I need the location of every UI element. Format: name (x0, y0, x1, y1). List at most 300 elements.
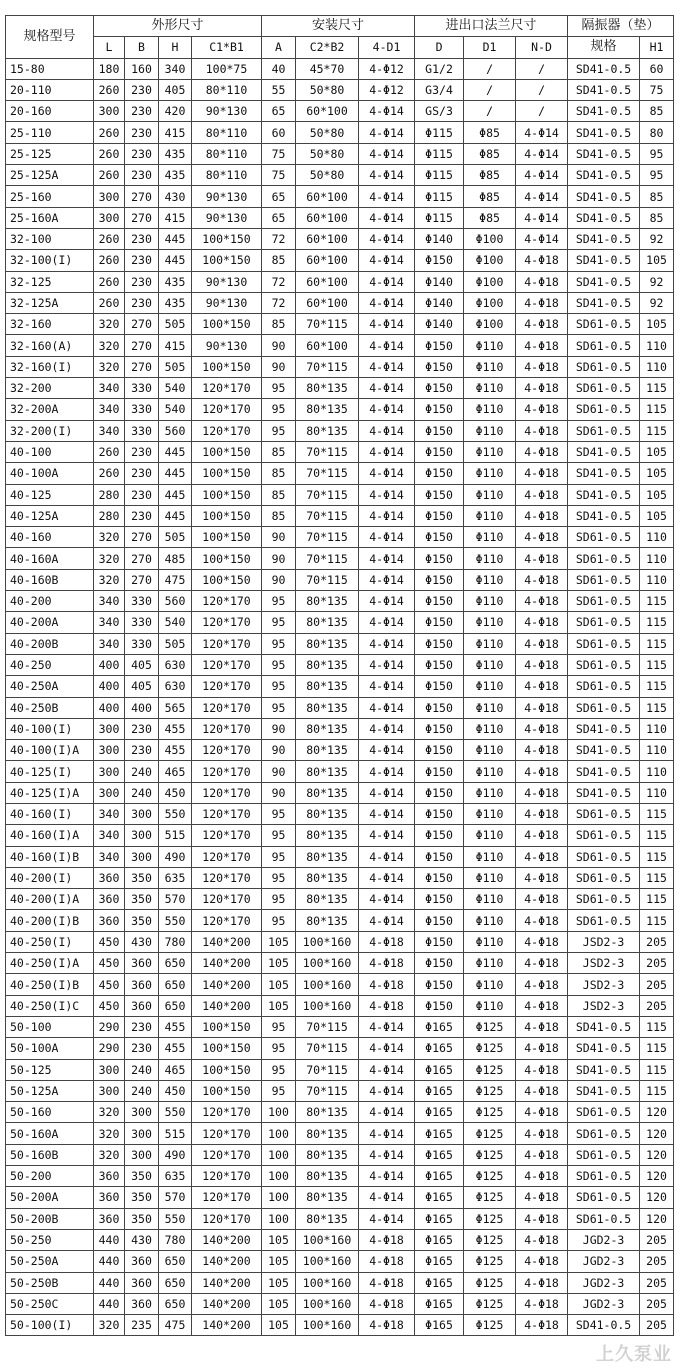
table-cell: 100*150 (192, 441, 262, 462)
table-cell: 330 (125, 612, 159, 633)
table-cell: Φ150 (415, 356, 464, 377)
table-row (6, 1208, 674, 1229)
table-body (6, 58, 674, 1336)
table-cell: Φ150 (415, 931, 464, 952)
table-cell: 240 (125, 782, 159, 803)
table-cell: Φ150 (415, 718, 464, 739)
table-cell: 95 (262, 654, 296, 675)
table-row (6, 1123, 674, 1144)
table-row (6, 271, 674, 292)
table-cell: 90 (262, 718, 296, 739)
table-cell: 85 (640, 207, 674, 228)
table-cell: 60*100 (296, 207, 359, 228)
table-cell: 100 (262, 1123, 296, 1144)
table-cell: Φ150 (415, 910, 464, 931)
table-cell: 120*170 (192, 676, 262, 697)
table-cell: 450 (94, 953, 125, 974)
table-cell: 270 (125, 186, 159, 207)
table-cell: 440 (94, 1272, 125, 1293)
table-cell: Φ115 (415, 207, 464, 228)
table-cell: 140*200 (192, 953, 262, 974)
table-cell: 4-Φ14 (359, 527, 415, 548)
table-cell: 120*170 (192, 399, 262, 420)
table-cell: Φ165 (415, 1187, 464, 1208)
col-header: C2*B2 (296, 37, 359, 58)
table-cell: Φ85 (464, 143, 516, 164)
model-cell: 40-250B (6, 697, 94, 718)
table-cell: Φ150 (415, 527, 464, 548)
table-cell: 435 (159, 292, 192, 313)
table-cell: SD61-0.5 (568, 1208, 640, 1229)
model-cell: 50-250 (6, 1229, 94, 1250)
table-cell: JGD2-3 (568, 1251, 640, 1272)
table-cell: 550 (159, 1208, 192, 1229)
table-cell: 560 (159, 420, 192, 441)
table-cell: 360 (125, 974, 159, 995)
table-cell: Φ140 (415, 271, 464, 292)
table-cell: 4-Φ14 (359, 782, 415, 803)
table-cell: 4-Φ18 (516, 825, 568, 846)
table-cell: 230 (125, 271, 159, 292)
model-cell: 40-250(I)A (6, 953, 94, 974)
table-cell: 100*150 (192, 527, 262, 548)
table-cell: 4-Φ18 (516, 356, 568, 377)
table-cell: 115 (640, 846, 674, 867)
table-row (6, 505, 674, 526)
table-cell: 330 (125, 378, 159, 399)
table-cell: 115 (640, 825, 674, 846)
table-cell: 115 (640, 378, 674, 399)
table-cell: 4-Φ18 (516, 1166, 568, 1187)
table-cell: 4-Φ14 (359, 186, 415, 207)
table-cell: SD41-0.5 (568, 1315, 640, 1336)
table-cell: 4-Φ18 (516, 1272, 568, 1293)
table-row (6, 676, 674, 697)
model-cell: 32-200 (6, 378, 94, 399)
table-cell: 95 (262, 420, 296, 441)
table-cell: 4-Φ14 (516, 122, 568, 143)
table-cell: 4-Φ14 (359, 1208, 415, 1229)
model-cell: 32-160(I) (6, 356, 94, 377)
model-cell: 40-100 (6, 441, 94, 462)
table-cell: 350 (125, 867, 159, 888)
table-cell: Φ150 (415, 782, 464, 803)
table-cell: 120*170 (192, 612, 262, 633)
table-cell: 100*160 (296, 953, 359, 974)
table-cell: 4-Φ18 (516, 335, 568, 356)
table-cell: 330 (125, 591, 159, 612)
table-cell: SD61-0.5 (568, 420, 640, 441)
table-cell: 260 (94, 441, 125, 462)
table-cell: 780 (159, 931, 192, 952)
table-cell: Φ125 (464, 1016, 516, 1037)
table-cell: 430 (125, 1229, 159, 1250)
table-cell: 120*170 (192, 1144, 262, 1165)
table-cell: 90 (262, 740, 296, 761)
outline-size-header: 外形尺寸 (94, 16, 262, 37)
table-cell: 490 (159, 846, 192, 867)
table-cell: 100*150 (192, 484, 262, 505)
table-cell: 140*200 (192, 1293, 262, 1314)
table-cell: 240 (125, 761, 159, 782)
watermark-logo: 上久泵业 (596, 1344, 672, 1365)
table-cell: 300 (125, 1123, 159, 1144)
table-cell: 455 (159, 1016, 192, 1037)
table-cell: 270 (125, 527, 159, 548)
table-cell: G3/4 (415, 79, 464, 100)
table-cell: 230 (125, 79, 159, 100)
table-cell: 350 (125, 1166, 159, 1187)
table-cell: 80*135 (296, 910, 359, 931)
table-cell: 4-Φ18 (516, 761, 568, 782)
table-cell: 430 (159, 186, 192, 207)
model-cell: 32-125 (6, 271, 94, 292)
table-cell: 4-Φ14 (359, 761, 415, 782)
col-header: 4-D1 (359, 37, 415, 58)
table-cell: 90 (262, 335, 296, 356)
table-cell: SD61-0.5 (568, 633, 640, 654)
table-cell: Φ150 (415, 740, 464, 761)
table-cell: 300 (125, 803, 159, 824)
table-cell: Φ115 (415, 143, 464, 164)
table-cell: 115 (640, 1038, 674, 1059)
table-cell: 4-Φ18 (516, 1102, 568, 1123)
table-row (6, 825, 674, 846)
table-cell: 120*170 (192, 1208, 262, 1229)
table-cell: 4-Φ14 (359, 803, 415, 824)
table-cell: 100 (262, 1187, 296, 1208)
table-cell: Φ125 (464, 1059, 516, 1080)
table-cell: 115 (640, 867, 674, 888)
table-cell: Φ140 (415, 314, 464, 335)
table-cell: 515 (159, 825, 192, 846)
table-cell: 270 (125, 548, 159, 569)
table-cell: 90 (262, 761, 296, 782)
model-cell: 40-160(I) (6, 803, 94, 824)
table-cell: 80*135 (296, 633, 359, 654)
table-cell: 100*150 (192, 569, 262, 590)
table-cell: 120*170 (192, 1123, 262, 1144)
table-cell: 4-Φ14 (516, 228, 568, 249)
table-cell: Φ125 (464, 1038, 516, 1059)
table-cell: 330 (125, 633, 159, 654)
table-cell: 105 (262, 995, 296, 1016)
table-cell: 100*150 (192, 250, 262, 271)
table-cell: 290 (94, 1016, 125, 1037)
table-cell: 235 (125, 1315, 159, 1336)
table-cell: 4-Φ18 (516, 1251, 568, 1272)
table-cell: Φ150 (415, 335, 464, 356)
table-cell: JGD2-3 (568, 1293, 640, 1314)
model-cell: 40-100A (6, 463, 94, 484)
table-cell: 105 (262, 1293, 296, 1314)
table-cell: Φ110 (464, 569, 516, 590)
table-cell: SD61-0.5 (568, 612, 640, 633)
model-cell: 25-125A (6, 165, 94, 186)
table-cell: 340 (94, 612, 125, 633)
table-cell: SD41-0.5 (568, 761, 640, 782)
table-cell: 260 (94, 79, 125, 100)
table-cell: 360 (125, 1293, 159, 1314)
table-cell: Φ125 (464, 1208, 516, 1229)
model-cell: 40-100(I)A (6, 740, 94, 761)
table-cell: 115 (640, 399, 674, 420)
table-row (6, 867, 674, 888)
model-cell: 40-250A (6, 676, 94, 697)
table-row (6, 548, 674, 569)
table-cell: SD41-0.5 (568, 186, 640, 207)
table-cell: 300 (94, 207, 125, 228)
table-cell: 4-Φ14 (359, 250, 415, 271)
table-cell: 60*100 (296, 271, 359, 292)
table-cell: Φ110 (464, 867, 516, 888)
table-cell: 205 (640, 974, 674, 995)
table-row (6, 79, 674, 100)
table-cell: 4-Φ14 (359, 825, 415, 846)
table-cell: 105 (262, 1229, 296, 1250)
table-cell: 635 (159, 867, 192, 888)
table-cell: 4-Φ14 (359, 889, 415, 910)
table-cell: 230 (125, 143, 159, 164)
table-cell: 650 (159, 1293, 192, 1314)
table-cell: 230 (125, 463, 159, 484)
table-cell: 4-Φ18 (359, 1315, 415, 1336)
table-cell: 140*200 (192, 931, 262, 952)
table-cell: Φ165 (415, 1208, 464, 1229)
table-cell: 85 (640, 101, 674, 122)
table-cell: 4-Φ18 (516, 889, 568, 910)
table-cell: 4-Φ14 (359, 676, 415, 697)
table-cell: 340 (159, 58, 192, 79)
table-cell: 120*170 (192, 378, 262, 399)
table-cell: 505 (159, 356, 192, 377)
table-cell: 4-Φ14 (359, 1059, 415, 1080)
table-cell: 230 (125, 484, 159, 505)
table-cell: 4-Φ14 (359, 1102, 415, 1123)
table-cell: 405 (159, 79, 192, 100)
table-cell: 120 (640, 1187, 674, 1208)
table-cell: 70*115 (296, 1059, 359, 1080)
table-cell: 4-Φ18 (516, 1123, 568, 1144)
table-cell: Φ110 (464, 654, 516, 675)
table-cell: 205 (640, 995, 674, 1016)
table-cell: Φ110 (464, 974, 516, 995)
table-cell: 650 (159, 953, 192, 974)
table-cell: 95 (262, 889, 296, 910)
table-cell: 540 (159, 378, 192, 399)
table-cell: Φ125 (464, 1166, 516, 1187)
table-cell: 4-Φ14 (359, 654, 415, 675)
table-cell: 120*170 (192, 1166, 262, 1187)
table-row (6, 782, 674, 803)
table-cell: 100*150 (192, 314, 262, 335)
table-cell: 300 (94, 1080, 125, 1101)
table-cell: 260 (94, 143, 125, 164)
table-cell: Φ150 (415, 420, 464, 441)
table-cell: 110 (640, 527, 674, 548)
table-cell: Φ110 (464, 889, 516, 910)
table-cell: 115 (640, 803, 674, 824)
table-cell: Φ85 (464, 186, 516, 207)
col-header: L (94, 37, 125, 58)
table-row (6, 1251, 674, 1272)
table-cell: 4-Φ18 (516, 1315, 568, 1336)
table-cell: 440 (94, 1251, 125, 1272)
header-group-row (6, 16, 674, 37)
table-cell: 80*135 (296, 846, 359, 867)
table-cell: 110 (640, 782, 674, 803)
table-cell: 120*170 (192, 740, 262, 761)
table-cell: / (516, 101, 568, 122)
table-cell: 4-Φ14 (516, 143, 568, 164)
model-cell: 40-200(I)B (6, 910, 94, 931)
model-cell: 40-160(I)A (6, 825, 94, 846)
table-cell: 340 (94, 591, 125, 612)
table-cell: 450 (159, 1080, 192, 1101)
table-cell: Φ110 (464, 463, 516, 484)
table-cell: 4-Φ18 (516, 463, 568, 484)
table-cell: 85 (262, 250, 296, 271)
table-cell: 120*170 (192, 846, 262, 867)
table-cell: 105 (640, 484, 674, 505)
table-cell: SD41-0.5 (568, 463, 640, 484)
table-cell: 4-Φ14 (359, 101, 415, 122)
table-cell: 80*135 (296, 654, 359, 675)
table-cell: Φ150 (415, 548, 464, 569)
table-cell: 320 (94, 569, 125, 590)
table-cell: 100*150 (192, 1038, 262, 1059)
table-cell: Φ115 (415, 186, 464, 207)
table-cell: 140*200 (192, 1251, 262, 1272)
table-cell: 230 (125, 165, 159, 186)
table-cell: SD41-0.5 (568, 740, 640, 761)
table-cell: Φ110 (464, 825, 516, 846)
model-cell: 25-125 (6, 143, 94, 164)
table-cell: 455 (159, 740, 192, 761)
table-cell: 120*170 (192, 633, 262, 654)
table-cell: Φ125 (464, 1293, 516, 1314)
table-cell: 4-Φ14 (359, 718, 415, 739)
model-cell: 40-160 (6, 527, 94, 548)
table-cell: Φ110 (464, 335, 516, 356)
table-cell: 60*100 (296, 292, 359, 313)
table-cell: 445 (159, 228, 192, 249)
table-cell: 115 (640, 1080, 674, 1101)
table-cell: 90 (262, 548, 296, 569)
table-cell: 85 (262, 463, 296, 484)
table-cell: 4-Φ18 (516, 420, 568, 441)
table-cell: 60*100 (296, 335, 359, 356)
table-cell: 475 (159, 569, 192, 590)
table-cell: 230 (125, 740, 159, 761)
table-cell: 100 (262, 1208, 296, 1229)
table-cell: SD61-0.5 (568, 1187, 640, 1208)
table-cell: 4-Φ18 (516, 697, 568, 718)
table-cell: 115 (640, 1059, 674, 1080)
model-cell: 25-160 (6, 186, 94, 207)
table-cell: GS/3 (415, 101, 464, 122)
model-cell: 50-200B (6, 1208, 94, 1229)
table-cell: 85 (262, 314, 296, 335)
table-cell: Φ85 (464, 207, 516, 228)
table-cell: 70*115 (296, 463, 359, 484)
table-cell: 60 (640, 58, 674, 79)
table-row (6, 207, 674, 228)
table-cell: 300 (94, 740, 125, 761)
table-cell: 400 (125, 697, 159, 718)
table-cell: Φ110 (464, 399, 516, 420)
table-cell: 505 (159, 633, 192, 654)
table-cell: 415 (159, 207, 192, 228)
table-cell: 92 (640, 292, 674, 313)
table-cell: 115 (640, 910, 674, 931)
table-cell: Φ165 (415, 1144, 464, 1165)
table-cell: 95 (262, 676, 296, 697)
table-cell: 445 (159, 441, 192, 462)
model-cell: 40-200(I)A (6, 889, 94, 910)
table-cell: Φ125 (464, 1315, 516, 1336)
table-cell: 565 (159, 697, 192, 718)
table-cell: 80*135 (296, 867, 359, 888)
table-row (6, 356, 674, 377)
table-cell: 105 (640, 463, 674, 484)
table-cell: Φ110 (464, 441, 516, 462)
table-cell: 80*110 (192, 79, 262, 100)
table-cell: 340 (94, 825, 125, 846)
table-cell: Φ165 (415, 1251, 464, 1272)
table-cell: 70*115 (296, 1038, 359, 1059)
table-cell: 455 (159, 1038, 192, 1059)
table-cell: 95 (262, 1080, 296, 1101)
table-cell: 4-Φ14 (359, 697, 415, 718)
table-cell: Φ150 (415, 803, 464, 824)
table-cell: Φ150 (415, 953, 464, 974)
table-cell: Φ150 (415, 889, 464, 910)
table-cell: SD41-0.5 (568, 228, 640, 249)
table-cell: SD61-0.5 (568, 378, 640, 399)
table-cell: Φ150 (415, 569, 464, 590)
table-cell: 180 (94, 58, 125, 79)
table-cell: 100*150 (192, 1059, 262, 1080)
table-cell: 115 (640, 889, 674, 910)
table-cell: 4-Φ18 (516, 931, 568, 952)
table-cell: 45*70 (296, 58, 359, 79)
table-cell: 4-Φ18 (359, 974, 415, 995)
model-cell: 40-160A (6, 548, 94, 569)
table-cell: 205 (640, 953, 674, 974)
table-cell: 80*135 (296, 697, 359, 718)
table-cell: 280 (94, 484, 125, 505)
table-cell: SD61-0.5 (568, 356, 640, 377)
table-cell: 115 (640, 420, 674, 441)
table-cell: 320 (94, 1123, 125, 1144)
table-cell: 105 (640, 250, 674, 271)
table-cell: 320 (94, 1102, 125, 1123)
table-cell: 95 (262, 399, 296, 420)
table-cell: 75 (262, 143, 296, 164)
table-cell: Φ110 (464, 484, 516, 505)
table-cell: 100*160 (296, 1293, 359, 1314)
model-cell: 40-200(I) (6, 867, 94, 888)
isolator-header: 隔振器（垫） (568, 16, 674, 37)
table-row (6, 101, 674, 122)
table-cell: 80*135 (296, 803, 359, 824)
table-cell: 100*160 (296, 995, 359, 1016)
table-cell: 4-Φ14 (359, 740, 415, 761)
table-cell: 4-Φ14 (516, 165, 568, 186)
table-cell: 90*130 (192, 186, 262, 207)
table-row (6, 633, 674, 654)
